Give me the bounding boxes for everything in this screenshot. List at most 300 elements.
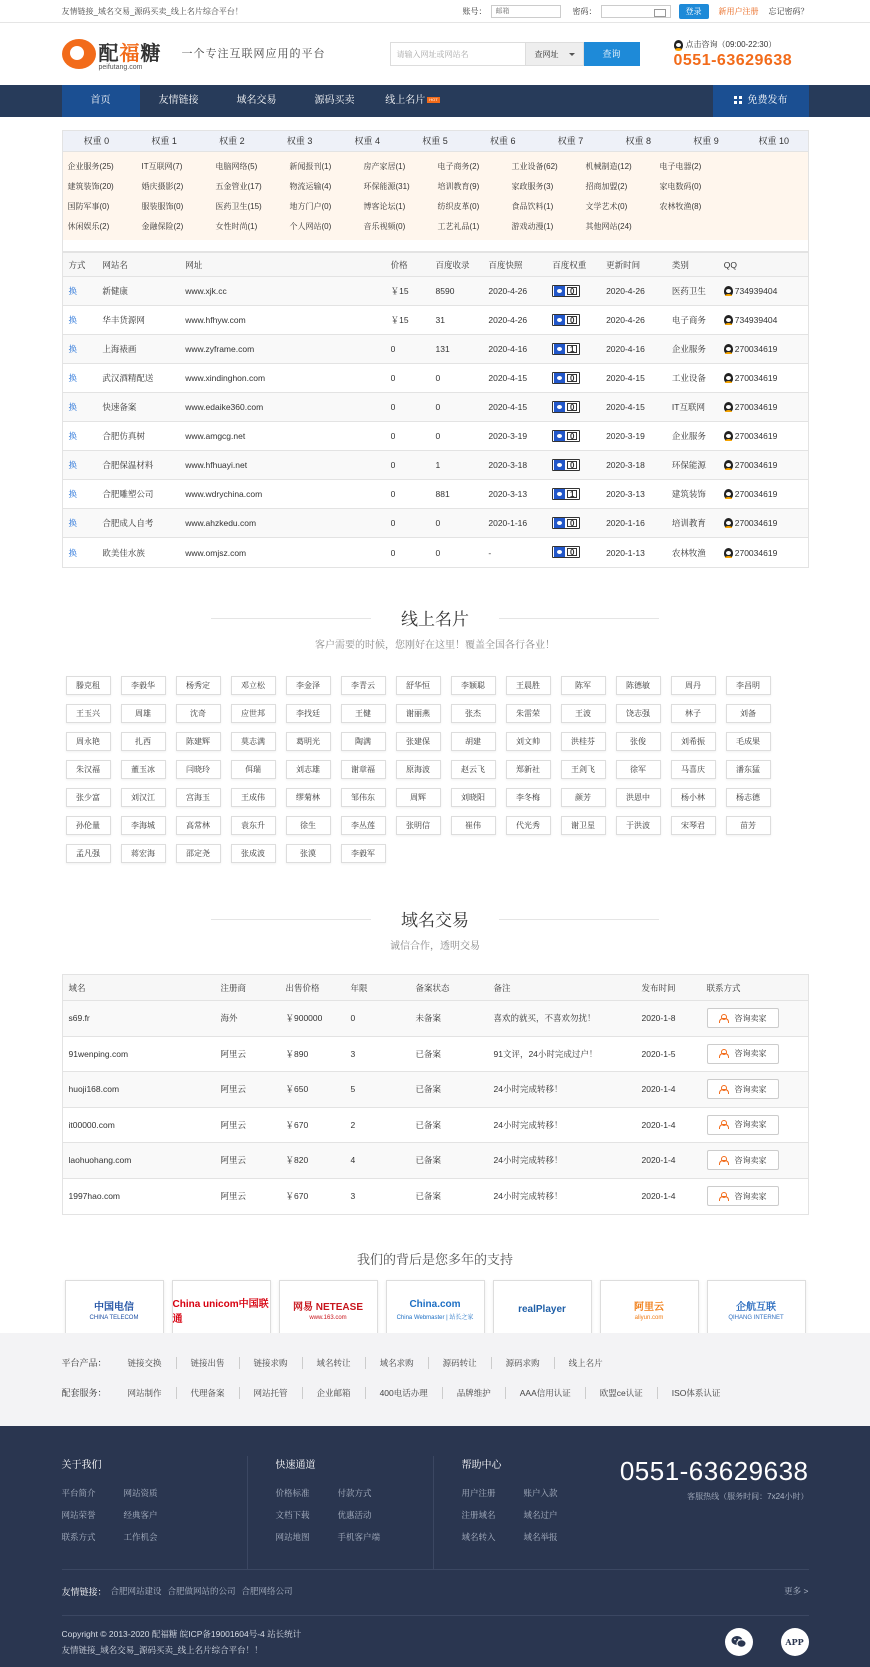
online-card[interactable]: 朱汉福 bbox=[66, 760, 111, 779]
online-card[interactable]: 缪菊林 bbox=[286, 788, 331, 807]
site-url[interactable]: www.wdrychina.com bbox=[185, 489, 263, 499]
service-link[interactable]: AAA信用认证 bbox=[520, 1387, 586, 1399]
exchange-link[interactable]: 换 bbox=[68, 518, 78, 528]
domain-name[interactable]: 1997hao.com bbox=[68, 1191, 121, 1202]
qq-contact[interactable] bbox=[718, 373, 808, 383]
footer-link[interactable]: 平台简介 bbox=[61, 1488, 96, 1498]
search-input[interactable]: 请输入网址或网站名 bbox=[390, 42, 526, 66]
service-link[interactable]: 企业邮箱 bbox=[317, 1387, 366, 1399]
online-card[interactable]: 徐军 bbox=[616, 760, 661, 779]
online-card[interactable]: 刘希振 bbox=[671, 732, 716, 751]
friend-link[interactable]: 合肥网络公司 bbox=[241, 1586, 293, 1596]
online-card[interactable]: 王健 bbox=[341, 704, 386, 723]
footer-link[interactable]: 价格标准 bbox=[275, 1488, 310, 1498]
table-cell: ￥820 bbox=[285, 1155, 309, 1166]
baidu-paw-icon bbox=[554, 402, 565, 412]
online-card[interactable]: 饶志强 bbox=[616, 704, 661, 723]
exchange-link[interactable]: 换 bbox=[68, 460, 78, 470]
service-link[interactable]: 链接交换 bbox=[128, 1357, 177, 1369]
category-item[interactable]: 房产家居(1) bbox=[363, 162, 406, 171]
online-card[interactable]: 宫海玉 bbox=[176, 788, 221, 807]
service-link[interactable]: 欧盟ce认证 bbox=[600, 1387, 658, 1399]
online-card[interactable]: 洪桂芬 bbox=[561, 732, 606, 751]
contact-seller-button[interactable] bbox=[707, 1044, 779, 1064]
qq-contact[interactable] bbox=[718, 402, 808, 412]
category-item[interactable]: 家电数码(0) bbox=[659, 182, 702, 191]
category-item[interactable]: 五金管业(17) bbox=[215, 182, 262, 191]
partner-name: China unicom中国联通 bbox=[172, 1298, 269, 1325]
qq-contact[interactable] bbox=[718, 460, 808, 470]
baidu-weight bbox=[552, 430, 580, 442]
online-card[interactable]: 赵云飞 bbox=[451, 760, 496, 779]
partner-logo[interactable] bbox=[707, 1280, 806, 1339]
category-item[interactable]: 家政服务(3) bbox=[511, 182, 554, 191]
app-download-button[interactable]: APP bbox=[781, 1628, 809, 1656]
category-item[interactable]: 企业服务(25) bbox=[67, 162, 114, 171]
logo-text-3: 糖 bbox=[140, 43, 162, 65]
domain-name[interactable]: huoji168.com bbox=[68, 1084, 120, 1095]
online-card[interactable]: 颜芳 bbox=[561, 788, 606, 807]
footer-link[interactable]: 网站地图 bbox=[275, 1532, 310, 1542]
service-link[interactable]: ISO体系认证 bbox=[671, 1387, 721, 1398]
service-link[interactable]: 400电话办理 bbox=[380, 1387, 443, 1399]
footer-link[interactable]: 域名举报 bbox=[523, 1532, 558, 1542]
weight-filter-7[interactable]: 权重 7 bbox=[557, 136, 584, 146]
online-card[interactable]: 刘汉江 bbox=[121, 788, 166, 807]
table-row bbox=[63, 422, 808, 451]
footer-link[interactable]: 账户入款 bbox=[523, 1488, 558, 1498]
exchange-link[interactable]: 换 bbox=[68, 489, 78, 499]
qq-number: 270034619 bbox=[734, 344, 778, 354]
online-card[interactable]: 滕克租 bbox=[66, 676, 111, 695]
logo-domain: peifutang.com bbox=[98, 64, 143, 71]
site-url[interactable]: www.edaike360.com bbox=[185, 402, 264, 412]
table-cell: 2020-4-26 bbox=[488, 315, 528, 325]
exchange-link[interactable]: 换 bbox=[68, 402, 78, 412]
online-card[interactable]: 张少富 bbox=[66, 788, 111, 807]
partner-logo[interactable] bbox=[279, 1280, 378, 1339]
domain-name[interactable]: it00000.com bbox=[68, 1119, 115, 1130]
online-card[interactable]: 李海城 bbox=[121, 816, 166, 835]
online-card[interactable]: 潘东猛 bbox=[726, 760, 771, 779]
footer-link[interactable]: 网站资质 bbox=[123, 1488, 158, 1498]
category-item[interactable]: 建筑装饰(20) bbox=[67, 182, 114, 191]
partner-logo[interactable] bbox=[386, 1280, 485, 1339]
category-item[interactable]: 国防军事(0) bbox=[67, 202, 110, 211]
baidu-paw-icon bbox=[554, 431, 565, 441]
weight-filter-8[interactable]: 权重 8 bbox=[625, 136, 651, 146]
baidu-paw-icon bbox=[554, 489, 565, 499]
category-item[interactable]: 服装服饰(0) bbox=[141, 202, 184, 211]
footer-link[interactable]: 网站荣誉 bbox=[61, 1510, 96, 1520]
online-card[interactable]: 王玉兴 bbox=[66, 704, 111, 723]
qq-contact[interactable] bbox=[718, 489, 808, 499]
login-button[interactable]: 登录 bbox=[679, 4, 709, 19]
category-filter bbox=[63, 152, 808, 240]
column-header: 百度快照 bbox=[488, 259, 523, 270]
online-card[interactable]: 谢章福 bbox=[341, 760, 386, 779]
forgot-password-link[interactable]: 忘记密码？ bbox=[768, 7, 809, 16]
weight-filter-3[interactable]: 权重 3 bbox=[286, 136, 313, 146]
category-item[interactable]: 培训教育(9) bbox=[437, 182, 480, 191]
exchange-link[interactable]: 换 bbox=[68, 547, 78, 558]
baidu-paw-icon bbox=[554, 373, 565, 383]
online-card[interactable]: 扎西 bbox=[121, 732, 166, 751]
site-url[interactable]: www.xindinghon.com bbox=[185, 373, 266, 383]
online-card[interactable]: 李金泽 bbox=[286, 676, 331, 695]
online-card[interactable]: 郑新社 bbox=[506, 760, 551, 779]
online-card[interactable]: 张成波 bbox=[231, 844, 276, 863]
qq-icon[interactable] bbox=[674, 40, 683, 50]
baidu-weight bbox=[552, 372, 580, 384]
contact-seller-button[interactable] bbox=[707, 1008, 779, 1028]
site-url[interactable]: www.ahzkedu.com bbox=[185, 518, 257, 528]
wechat-icon[interactable] bbox=[725, 1628, 753, 1656]
partner-logo[interactable] bbox=[493, 1280, 592, 1339]
table-cell: 8590 bbox=[435, 286, 455, 296]
footer-link[interactable]: 域名转入 bbox=[461, 1532, 496, 1542]
site-url[interactable]: www.omjsz.com bbox=[185, 547, 247, 558]
category-item[interactable]: 工艺礼品(1) bbox=[437, 222, 480, 231]
footer-link[interactable]: 优惠活动 bbox=[337, 1510, 372, 1520]
category-item[interactable]: 医药卫生(15) bbox=[215, 202, 262, 211]
domain-name[interactable]: 91wenping.com bbox=[68, 1048, 129, 1059]
category-item[interactable]: 个人网站(0) bbox=[289, 222, 332, 231]
site-search bbox=[390, 42, 640, 66]
online-card[interactable]: 周辉 bbox=[396, 788, 441, 807]
online-card[interactable]: 陈军 bbox=[561, 676, 606, 695]
user-icon bbox=[719, 1156, 727, 1165]
footer-link[interactable]: 用户注册 bbox=[461, 1488, 496, 1498]
site-name[interactable]: 欧美佳水族 bbox=[102, 547, 145, 558]
online-card[interactable]: 张建保 bbox=[396, 732, 441, 751]
footer-link[interactable]: 工作机会 bbox=[123, 1532, 158, 1542]
logo-text-2: 福 bbox=[119, 43, 141, 65]
online-card[interactable]: 刘备 bbox=[726, 704, 771, 723]
online-card[interactable]: 宋琴君 bbox=[671, 816, 716, 835]
online-card[interactable]: 张漠 bbox=[286, 844, 331, 863]
qq-contact[interactable] bbox=[718, 315, 808, 325]
online-card[interactable]: 杨秀定 bbox=[176, 676, 221, 695]
table-cell: 91文评，24小时完成过户！ bbox=[493, 1048, 598, 1059]
category-item[interactable]: 招商加盟(2) bbox=[585, 182, 628, 191]
online-card[interactable]: 洪恩中 bbox=[616, 788, 661, 807]
column-header: 备案状态 bbox=[415, 982, 450, 993]
section-title: 线上名片 bbox=[401, 605, 469, 630]
table-cell: 0 bbox=[390, 547, 396, 558]
category-item[interactable]: 工业设备(62) bbox=[511, 162, 558, 171]
service-link[interactable]: 网站托管 bbox=[254, 1387, 303, 1399]
online-card[interactable]: 邵定尧 bbox=[176, 844, 221, 863]
online-card[interactable]: 谢卫星 bbox=[561, 816, 606, 835]
weight-filter-1[interactable]: 权重 1 bbox=[151, 136, 177, 146]
qq-contact[interactable] bbox=[718, 344, 808, 354]
site-logo[interactable] bbox=[62, 37, 162, 71]
weight-filter-4[interactable]: 权重 4 bbox=[354, 136, 381, 146]
service-link[interactable]: 域名求购 bbox=[380, 1357, 429, 1369]
baidu-weight bbox=[552, 285, 580, 297]
online-card[interactable]: 孙伦量 bbox=[66, 816, 111, 835]
online-card[interactable]: 林子 bbox=[671, 704, 716, 723]
table-cell: 2020-1-16 bbox=[488, 518, 528, 528]
more-link[interactable]: 更多 > bbox=[784, 1586, 809, 1596]
footer-column-title: 帮助中心 bbox=[461, 1460, 502, 1471]
online-card-list bbox=[62, 676, 809, 863]
online-card[interactable]: 王成伟 bbox=[231, 788, 276, 807]
free-publish-button[interactable] bbox=[713, 85, 809, 117]
online-card[interactable]: 马喜庆 bbox=[671, 760, 716, 779]
online-card[interactable]: 苗芳 bbox=[726, 816, 771, 835]
site-url[interactable]: www.amgcg.net bbox=[185, 431, 246, 441]
online-card[interactable]: 周永艳 bbox=[66, 732, 111, 751]
service-link[interactable]: 域名转让 bbox=[317, 1357, 366, 1369]
qq-contact[interactable] bbox=[718, 286, 808, 296]
footer-link[interactable]: 联系方式 bbox=[61, 1532, 96, 1542]
domain-name[interactable]: s69.fr bbox=[68, 1013, 90, 1024]
table-cell: IT互联网 bbox=[671, 402, 705, 412]
weight-value: 1 bbox=[567, 345, 577, 353]
site-url[interactable]: www.zyframe.com bbox=[185, 344, 255, 354]
baidu-paw-icon bbox=[554, 315, 565, 325]
online-card[interactable]: 莫志满 bbox=[231, 732, 276, 751]
service-link[interactable]: 源码求购 bbox=[506, 1357, 555, 1369]
site-name[interactable]: 上海裱画 bbox=[102, 344, 137, 354]
footer-link[interactable]: 文档下载 bbox=[275, 1510, 310, 1520]
online-card[interactable]: 胡建 bbox=[451, 732, 496, 751]
register-link[interactable]: 新用户注册 bbox=[718, 7, 759, 16]
online-card[interactable]: 周雄 bbox=[121, 704, 166, 723]
online-card[interactable]: 李颖聪 bbox=[451, 676, 496, 695]
online-card[interactable]: 刘晓阳 bbox=[451, 788, 496, 807]
site-name[interactable]: 合肥仿真树 bbox=[102, 431, 145, 441]
exchange-link[interactable]: 换 bbox=[68, 286, 78, 296]
table-cell: 2020-1-13 bbox=[606, 547, 645, 558]
service-link[interactable]: 代理备案 bbox=[191, 1387, 240, 1399]
column-header: 网址 bbox=[185, 259, 203, 270]
service-link[interactable]: 网站制作 bbox=[128, 1387, 177, 1399]
category-item[interactable]: 机械制造(12) bbox=[585, 162, 632, 171]
site-name[interactable]: 合肥成人自考 bbox=[102, 518, 154, 528]
table-cell: 2020-4-16 bbox=[606, 344, 645, 354]
site-name[interactable]: 武汉酒精配送 bbox=[102, 373, 154, 383]
partner-name: 中国电信 bbox=[94, 1302, 134, 1313]
weight-filter-9[interactable]: 权重 9 bbox=[693, 136, 719, 146]
online-card[interactable]: 毛成果 bbox=[726, 732, 771, 751]
contact-seller-button[interactable] bbox=[707, 1150, 779, 1170]
online-card[interactable]: 崔伟 bbox=[451, 816, 496, 835]
partner-logo[interactable] bbox=[600, 1280, 699, 1339]
weight-filter-10[interactable]: 权重 10 bbox=[758, 136, 789, 146]
category-item[interactable]: 文学艺术(0) bbox=[585, 202, 628, 211]
online-card[interactable]: 葛明光 bbox=[286, 732, 331, 751]
online-card[interactable]: 周丹 bbox=[671, 676, 716, 695]
table-row bbox=[63, 509, 808, 538]
online-card[interactable]: 代光秀 bbox=[506, 816, 551, 835]
service-link[interactable]: 链接求购 bbox=[254, 1357, 303, 1369]
online-card[interactable]: 李丛莲 bbox=[341, 816, 386, 835]
category-item[interactable]: 婚庆摄影(2) bbox=[141, 182, 184, 191]
online-card[interactable]: 王晨胜 bbox=[506, 676, 551, 695]
table-cell: 0 bbox=[390, 489, 396, 499]
category-item[interactable]: 电脑网络(5) bbox=[215, 162, 258, 171]
category-item[interactable]: IT互联网(7) bbox=[141, 162, 183, 171]
footer-link[interactable]: 付款方式 bbox=[337, 1488, 372, 1498]
qq-number: 270034619 bbox=[734, 489, 778, 499]
online-card[interactable]: 李毅军 bbox=[341, 844, 386, 863]
footer-link[interactable]: 经典客户 bbox=[123, 1510, 158, 1520]
online-card[interactable]: 蒋宏海 bbox=[121, 844, 166, 863]
category-item[interactable]: 电子商务(2) bbox=[437, 162, 480, 171]
contact-seller-button[interactable] bbox=[707, 1115, 779, 1135]
service-link[interactable]: 线上名片 bbox=[568, 1357, 603, 1368]
online-card[interactable]: 李毅华 bbox=[121, 676, 166, 695]
search-type-select[interactable]: 查网址 bbox=[526, 42, 584, 66]
password-input[interactable] bbox=[601, 5, 671, 18]
category-item[interactable]: 博客论坛(1) bbox=[363, 202, 406, 211]
partner-sub: QIHANG INTERNET bbox=[728, 1315, 784, 1321]
weight-filter-6[interactable]: 权重 6 bbox=[490, 136, 516, 146]
qq-contact[interactable] bbox=[718, 431, 808, 441]
online-card[interactable]: 刘志雄 bbox=[286, 760, 331, 779]
table-cell: ￥890 bbox=[285, 1048, 309, 1059]
online-card[interactable]: 高常林 bbox=[176, 816, 221, 835]
online-card[interactable]: 邓立松 bbox=[231, 676, 276, 695]
online-card[interactable]: 王剑飞 bbox=[561, 760, 606, 779]
site-url[interactable]: www.xjk.cc bbox=[185, 286, 227, 296]
site-name[interactable]: 华丰货源网 bbox=[102, 315, 145, 325]
footer-column bbox=[434, 1456, 620, 1569]
category-item[interactable]: 农林牧渔(8) bbox=[659, 202, 702, 211]
category-item[interactable]: 电子电器(2) bbox=[659, 162, 702, 171]
service-link[interactable]: 链接出售 bbox=[191, 1357, 240, 1369]
contact-seller-button[interactable] bbox=[707, 1079, 779, 1099]
table-cell: 2020-3-18 bbox=[606, 460, 645, 470]
account-input[interactable] bbox=[491, 5, 561, 18]
table-cell: 3 bbox=[350, 1048, 356, 1059]
online-card[interactable]: 刘文帅 bbox=[506, 732, 551, 751]
online-card[interactable]: 杨小林 bbox=[671, 788, 716, 807]
site-url[interactable]: www.hfhuayi.net bbox=[185, 460, 248, 470]
consult-link[interactable]: 点击咨询（09:00-22:30） bbox=[685, 40, 777, 49]
service-link[interactable]: 源码转让 bbox=[443, 1357, 492, 1369]
nav-home[interactable]: 首页 bbox=[62, 85, 140, 117]
online-card[interactable]: 佴瑞 bbox=[231, 760, 276, 779]
online-card[interactable]: 王波 bbox=[561, 704, 606, 723]
online-card[interactable]: 袁东升 bbox=[231, 816, 276, 835]
service-link[interactable]: 品牌维护 bbox=[457, 1387, 506, 1399]
weight-filter-5[interactable]: 权重 5 bbox=[422, 136, 448, 146]
online-card[interactable]: 邹伟东 bbox=[341, 788, 386, 807]
category-item[interactable]: 环保能源(31) bbox=[363, 182, 410, 191]
category-item[interactable]: 地方门户(0) bbox=[289, 202, 332, 211]
category-item[interactable]: 其他网站(24) bbox=[585, 222, 632, 231]
domain-name[interactable]: laohuohang.com bbox=[68, 1155, 132, 1166]
exchange-link[interactable]: 换 bbox=[68, 373, 78, 383]
category-item[interactable]: 纺织皮革(0) bbox=[437, 202, 480, 211]
section-title: 域名交易 bbox=[401, 906, 469, 931]
online-card[interactable]: 朱雷荣 bbox=[506, 704, 551, 723]
category-item[interactable]: 新闻报刊(1) bbox=[289, 162, 332, 171]
category-item[interactable]: 物流运输(4) bbox=[289, 182, 332, 191]
partner-sub: aliyun.com bbox=[634, 1315, 664, 1321]
online-card[interactable]: 闫晓玲 bbox=[176, 760, 221, 779]
online-card[interactable]: 陈建辉 bbox=[176, 732, 221, 751]
contact-seller-button[interactable] bbox=[707, 1186, 779, 1206]
column-header: 备注 bbox=[493, 982, 511, 993]
weight-filter-2[interactable]: 权重 2 bbox=[219, 136, 245, 146]
table-cell: 24小时完成转移！ bbox=[493, 1191, 563, 1202]
online-card[interactable]: 孟凡强 bbox=[66, 844, 111, 863]
exchange-link[interactable]: 换 bbox=[68, 344, 78, 354]
site-name[interactable]: 合肥雕塑公司 bbox=[102, 489, 154, 499]
online-card[interactable]: 舒华恒 bbox=[396, 676, 441, 695]
friend-link[interactable]: 合肥网站建设 bbox=[110, 1586, 162, 1596]
nav-domain-trade[interactable]: 域名交易 bbox=[236, 95, 277, 106]
category-item[interactable]: 音乐视频(0) bbox=[363, 222, 406, 231]
category-item[interactable]: 休闲娱乐(2) bbox=[67, 222, 110, 231]
online-card[interactable]: 李昌明 bbox=[726, 676, 771, 695]
online-card[interactable]: 李找廷 bbox=[286, 704, 331, 723]
footer-link[interactable]: 注册域名 bbox=[461, 1510, 496, 1520]
partner-logo[interactable] bbox=[172, 1280, 271, 1339]
online-card[interactable]: 谢丽燕 bbox=[396, 704, 441, 723]
online-card[interactable]: 张杰 bbox=[451, 704, 496, 723]
exchange-link[interactable]: 换 bbox=[68, 431, 78, 441]
site-url[interactable]: www.hfhyw.com bbox=[185, 315, 246, 325]
friend-link[interactable]: 合肥做网站的公司 bbox=[167, 1586, 236, 1596]
link-exchange-table bbox=[62, 252, 809, 568]
domain-section-title bbox=[62, 906, 809, 952]
exchange-link[interactable]: 换 bbox=[68, 315, 78, 325]
online-card[interactable]: 沈奇 bbox=[176, 704, 221, 723]
nav-friend-links[interactable]: 友情链接 bbox=[158, 95, 199, 106]
category-item[interactable]: 游戏动漫(1) bbox=[511, 222, 554, 231]
category-item[interactable]: 金融保险(2) bbox=[141, 222, 184, 231]
online-card[interactable]: 杨志德 bbox=[726, 788, 771, 807]
online-card[interactable]: 张俊 bbox=[616, 732, 661, 751]
weight-filter-0[interactable]: 权重 0 bbox=[83, 136, 110, 146]
footer-link[interactable]: 域名过户 bbox=[523, 1510, 558, 1520]
online-card[interactable]: 李冬梅 bbox=[506, 788, 551, 807]
nav-online-card[interactable] bbox=[374, 85, 452, 117]
online-card[interactable]: 徐生 bbox=[286, 816, 331, 835]
weight-value: 0 bbox=[567, 548, 577, 556]
site-name[interactable]: 新健康 bbox=[102, 286, 128, 296]
online-card[interactable]: 陶满 bbox=[341, 732, 386, 751]
online-card[interactable]: 于洪波 bbox=[616, 816, 661, 835]
site-name[interactable]: 合肥保温材料 bbox=[102, 460, 154, 470]
qq-contact[interactable] bbox=[718, 518, 808, 528]
online-card[interactable]: 原海波 bbox=[396, 760, 441, 779]
search-button[interactable]: 查询 bbox=[584, 42, 640, 66]
site-name[interactable]: 快速备案 bbox=[102, 402, 137, 412]
category-item[interactable]: 食品饮料(1) bbox=[511, 202, 554, 211]
nav-source-code[interactable]: 源码买卖 bbox=[314, 95, 355, 106]
online-card[interactable]: 张明信 bbox=[396, 816, 441, 835]
online-card[interactable]: 应世邦 bbox=[231, 704, 276, 723]
qq-contact[interactable] bbox=[718, 548, 808, 558]
online-card[interactable]: 陈德敏 bbox=[616, 676, 661, 695]
category-item[interactable]: 女性时尚(1) bbox=[215, 222, 258, 231]
table-header bbox=[63, 252, 808, 277]
table-cell: 2020-3-13 bbox=[488, 489, 528, 499]
online-card[interactable]: 董玉冰 bbox=[121, 760, 166, 779]
column-header: 价格 bbox=[390, 259, 408, 270]
column-header: 方式 bbox=[68, 259, 86, 270]
footer-link[interactable]: 手机客户端 bbox=[337, 1532, 381, 1542]
online-card[interactable]: 李青云 bbox=[341, 676, 386, 695]
partner-logo[interactable] bbox=[65, 1280, 164, 1339]
